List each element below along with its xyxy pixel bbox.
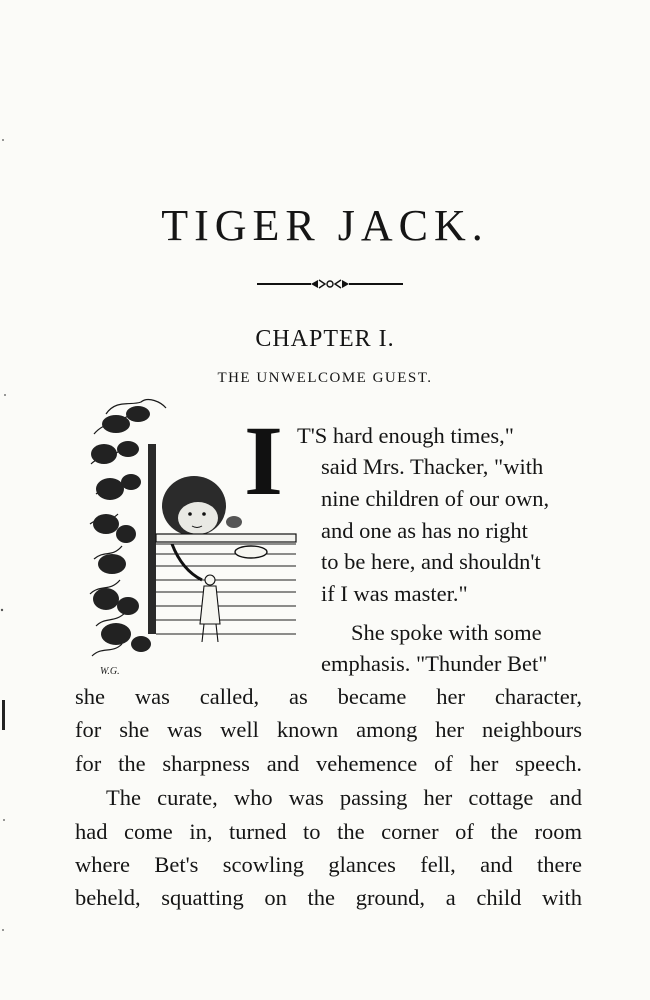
- text-line: T'S hard enough times,": [297, 423, 514, 448]
- illustrator-signature: W.G.: [100, 666, 120, 677]
- text-line: and one as has no right: [321, 518, 528, 543]
- text-line: beheld, squatting on the ground, a child with: [75, 885, 582, 910]
- text-line: for the sharpness and vehemence of her speech.: [75, 751, 582, 776]
- text-line: for she was well known among her neighbours: [75, 717, 582, 742]
- text-line: to be here, and shouldn't: [321, 549, 541, 574]
- drop-cap-letter: I: [244, 405, 283, 516]
- text-line: nine children of our own,: [321, 486, 550, 511]
- text-line: emphasis. "Thunder Bet": [321, 651, 548, 676]
- text-line: where Bet's scowling glances fell, and there: [75, 852, 582, 877]
- text-line: she was called, as became her character,: [75, 684, 582, 709]
- text-line: had come in, turned to the corner of the room: [75, 819, 582, 844]
- text-line: She spoke with some: [351, 620, 542, 645]
- chapter-heading: CHAPTER I.: [255, 326, 395, 352]
- text-line: said Mrs. Thacker, "with: [321, 454, 544, 479]
- chapter-subtitle: THE UNWELCOME GUEST.: [217, 370, 433, 386]
- text-line: if I was master.": [321, 581, 468, 606]
- book-title: TIGER JACK.: [161, 201, 489, 250]
- text-line: The curate, who was passing her cottage and: [106, 785, 582, 810]
